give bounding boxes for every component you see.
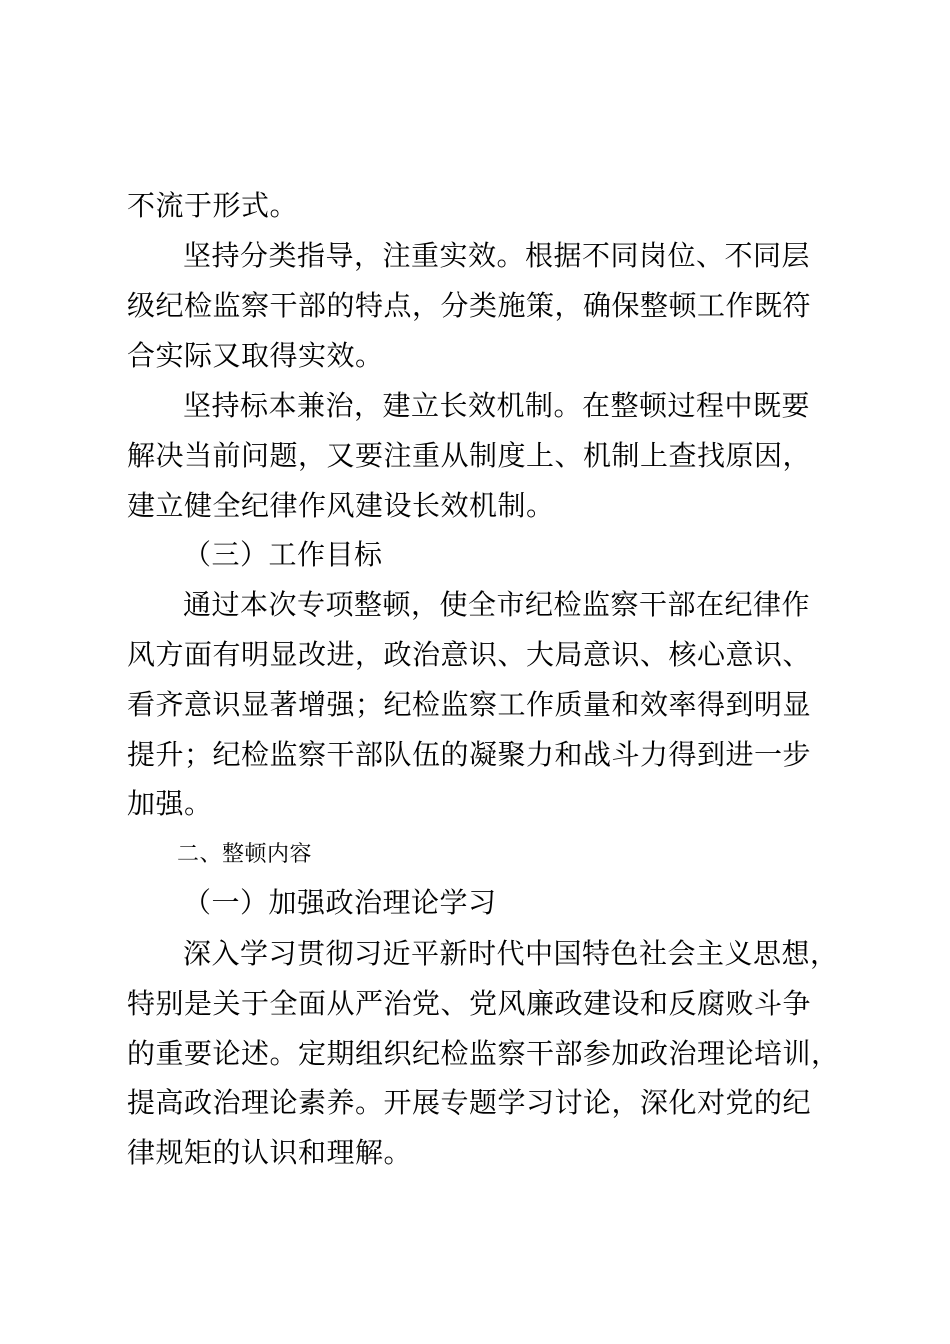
paragraph-line: 加强。 (127, 787, 213, 820)
paragraph-line: 合实际又取得实效。 (127, 339, 384, 372)
paragraph-line: 建立健全纪律作风建设长效机制。 (127, 489, 555, 522)
paragraph-line: 深入学习贯彻习近平新时代中国特色社会主义思想， (183, 937, 839, 970)
section-heading-rectification-content: 二、整顿内容 (177, 842, 313, 867)
paragraph-line: 提高政治理论素养。开展专题学习讨论，深化对党的纪 (127, 1086, 812, 1119)
paragraph-line: 看齐意识显著增强；纪检监察工作质量和效率得到明显 (127, 688, 812, 721)
paragraph-line: 不流于形式。 (127, 189, 299, 222)
paragraph-line: 特别是关于全面从严治党、党风廉政建设和反腐败斗争 (127, 987, 812, 1020)
paragraph-line: 级纪检监察干部的特点，分类施策，确保整顿工作既符 (127, 289, 812, 322)
paragraph-line: 解决当前问题，又要注重从制度上、机制上查找原因， (127, 439, 812, 472)
paragraph-line: 风方面有明显改进，政治意识、大局意识、核心意识、 (127, 638, 812, 671)
paragraph-line: 坚持标本兼治，建立长效机制。在整顿过程中既要 (183, 389, 811, 422)
paragraph-line: 通过本次专项整顿，使全市纪检监察干部在纪律作 (183, 588, 811, 621)
subheading-political-theory: （一）加强政治理论学习 (183, 886, 497, 919)
paragraph-line: 律规矩的认识和理解。 (127, 1136, 413, 1169)
subheading-work-goals: （三）工作目标 (183, 538, 383, 571)
paragraph-line: 的重要论述。定期组织纪检监察干部参加政治理论培训， (127, 1037, 840, 1070)
paragraph-line: 提升；纪检监察干部队伍的凝聚力和战斗力得到进一步 (127, 738, 812, 771)
paragraph-line: 坚持分类指导，注重实效。根据不同岗位、不同层 (183, 239, 811, 272)
